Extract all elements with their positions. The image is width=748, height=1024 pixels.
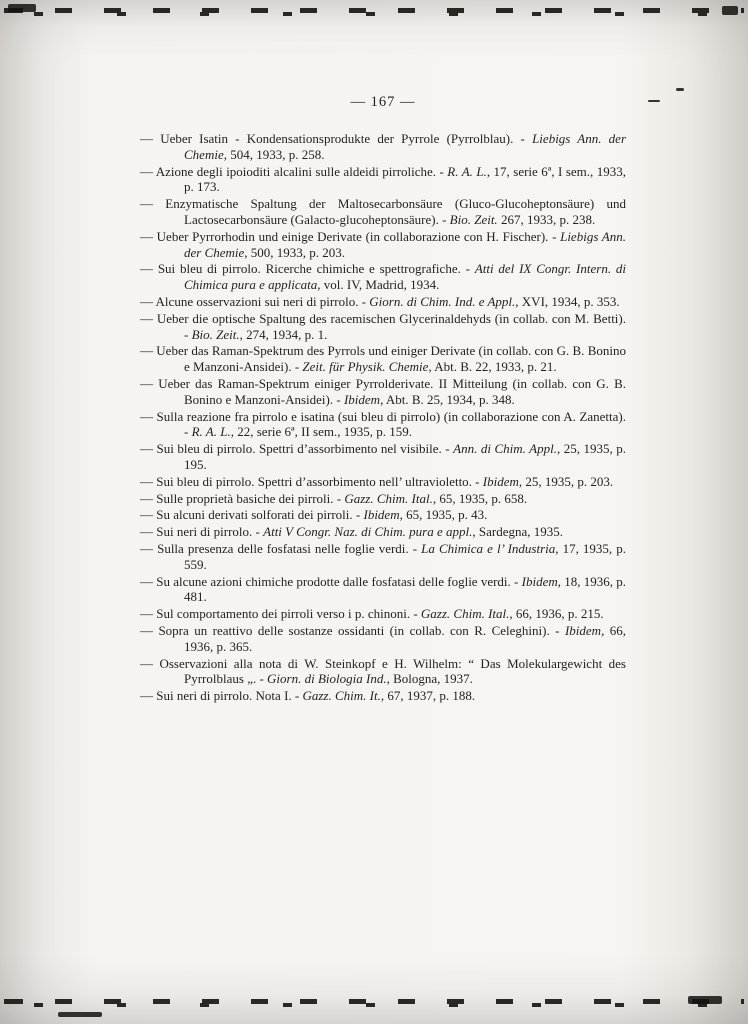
entry-text: Sulle proprietà basiche dei pirroli. - bbox=[156, 490, 345, 506]
entry-text: Ueber das Raman-Spektrum einiger Pyrrolderivate. II Mitteilung (in collab. con G. B. Bonino e Manzoni-Ansidei). - bbox=[158, 375, 627, 407]
entry-text: , 17, 1935, p. 559. bbox=[184, 540, 627, 572]
journal-title: R. A. L. bbox=[191, 424, 231, 440]
journal-title: R. A. L. bbox=[447, 163, 487, 179]
journal-title: Gazz. Chim. Ital. bbox=[344, 490, 433, 506]
bibliography-entry bbox=[140, 376, 626, 408]
bibliography-entry bbox=[140, 623, 626, 655]
entry-dash: — bbox=[140, 507, 157, 523]
entry-text: , Bologna, 1937. bbox=[386, 671, 473, 687]
scan-artifact bbox=[676, 88, 684, 91]
scan-artifact bbox=[722, 6, 738, 15]
entry-text: , Abt. B. 25, 1934, p. 348. bbox=[380, 391, 515, 407]
entry-dash: — bbox=[140, 163, 156, 179]
journal-title: Ibidem bbox=[343, 391, 381, 407]
entry-text: Su alcuni derivati solforati dei pirroli. - bbox=[156, 507, 364, 523]
entry-text: , 18, 1936, p. 481. bbox=[184, 573, 627, 605]
entry-text: Sul comportamento dei pirroli verso i p. chinoni. - bbox=[156, 606, 421, 622]
entry-text: , XVI, 1934, p. 353. bbox=[515, 293, 620, 309]
entry-text: , 504, 1933, p. 258. bbox=[223, 146, 325, 162]
bibliography-entry bbox=[140, 574, 626, 606]
entry-dash: — bbox=[140, 408, 157, 424]
bibliography-entry bbox=[140, 409, 626, 441]
entry-text: Osservazioni alla nota di W. Steinkopf e H. Wilhelm: “ Das Molekulargewicht des Pyrrolblaus „. - bbox=[159, 655, 626, 687]
bibliography-entry bbox=[140, 656, 626, 688]
journal-title: Ibidem bbox=[521, 573, 558, 589]
entry-text: , 67, 1937, p. 188. bbox=[380, 688, 476, 704]
bibliography-entry bbox=[140, 131, 626, 163]
entry-text: Sulla reazione fra pirrolo e isatina (sui bleu di pirrolo) (in collaborazione con A. Zanetta). - bbox=[156, 408, 627, 440]
entry-dash: — bbox=[140, 490, 157, 506]
bibliography-entry bbox=[140, 261, 626, 293]
entry-text: Ueber Isatin - Kondensationsprodukte der Pyrrole (Pyrrolblau). - bbox=[160, 131, 533, 146]
scan-artifact bbox=[648, 100, 660, 102]
bibliography-entry bbox=[140, 311, 626, 343]
bibliography-entry bbox=[140, 606, 626, 622]
page-content bbox=[140, 94, 626, 705]
entry-text: Ueber die optische Spaltung des racemischen Glycerinaldehyds (in collab. con M. Betti). - bbox=[156, 310, 626, 342]
bibliography-entry bbox=[140, 491, 626, 507]
journal-title: Liebigs Ann. der Chemie bbox=[184, 131, 627, 162]
entry-text: , 65, 1935, p. 43. bbox=[399, 507, 488, 523]
scan-artifact bbox=[688, 996, 722, 1004]
bibliography-list bbox=[140, 131, 626, 704]
entry-text: Enzymatische Spaltung der Maltosecarbonsäure (Gluco-Glucoheptonsäure) und Lactosecarbonsäure (Galacto-glucoheptonsäure). - bbox=[165, 196, 626, 227]
journal-title: Ibidem bbox=[363, 507, 400, 523]
entry-text: , 65, 1935, p. 658. bbox=[432, 490, 528, 506]
bibliography-entry bbox=[140, 229, 626, 261]
journal-title: Gazz. Chim. It. bbox=[302, 688, 381, 704]
page-number: — 167 — bbox=[350, 94, 416, 110]
journal-title: Bio. Zeit. bbox=[191, 326, 240, 342]
entry-text: , Sardegna, 1935. bbox=[472, 524, 563, 540]
entry-dash: — bbox=[140, 688, 157, 704]
entry-text: Sui bleu di pirrolo. Ricerche chimiche e spettrografiche. - bbox=[157, 261, 475, 277]
entry-text: 267, 1933, p. 238. bbox=[497, 211, 596, 227]
journal-title: Gazz. Chim. Ital. bbox=[420, 606, 510, 622]
journal-title: Giorn. di Biologia Ind. bbox=[267, 671, 387, 687]
entry-dash: — bbox=[140, 441, 157, 457]
bibliography-entry bbox=[140, 164, 626, 196]
bibliography-entry bbox=[140, 507, 626, 523]
journal-title: Ann. di Chim. Appl. bbox=[453, 441, 557, 457]
entry-text: Ueber das Raman-Spektrum des Pyrrols und einiger Derivate (in collab. con G. B. Bonino e Manzoni-Ansidei). - bbox=[156, 343, 626, 375]
journal-title: La Chimica e l’ Industria bbox=[421, 540, 556, 556]
entry-text: Sopra un reattivo delle sostanze ossidanti (in collab. con R. Celeghini). - bbox=[158, 622, 565, 638]
entry-dash: — bbox=[140, 622, 159, 638]
entry-dash: — bbox=[140, 655, 160, 671]
entry-text: Azione degli ipoioditi alcalini sulle aldeidi pirroliche. - bbox=[155, 163, 448, 179]
entry-text: Sulla presenza delle fosfatasi nelle foglie verdi. - bbox=[157, 540, 422, 556]
bibliography-entry bbox=[140, 688, 626, 704]
journal-title: Atti del IX Congr. Intern. di Chimica pura e applicata bbox=[184, 261, 627, 293]
entry-dash: — bbox=[140, 473, 157, 489]
journal-title: Atti V Congr. Naz. di Chim. pura e appl. bbox=[263, 524, 473, 540]
scan-artifact bbox=[58, 1012, 102, 1017]
entry-dash: — bbox=[140, 261, 158, 277]
entry-dash: — bbox=[140, 293, 156, 309]
entry-text: , vol. IV, Madrid, 1934. bbox=[317, 277, 440, 293]
entry-dash: — bbox=[140, 540, 158, 556]
entry-text: , 274, 1934, p. 1. bbox=[239, 326, 328, 342]
film-perforations-top-icon bbox=[4, 7, 744, 17]
entry-text: Sui neri di pirrolo. Nota I. - bbox=[156, 688, 303, 704]
film-perforations-bottom-icon bbox=[4, 998, 744, 1008]
journal-title: Liebigs Ann. der Chemie bbox=[184, 228, 626, 260]
bibliography-entry bbox=[140, 196, 626, 228]
journal-title: Ibidem bbox=[564, 622, 602, 638]
entry-dash: — bbox=[140, 573, 157, 589]
entry-dash: — bbox=[140, 375, 159, 391]
journal-title: Giorn. di Chim. Ind. e Appl. bbox=[369, 293, 516, 309]
bibliography-entry bbox=[140, 294, 626, 310]
entry-text: Sui bleu di pirrolo. Spettri d’assorbimento nell’ ultravioletto. - bbox=[156, 473, 483, 489]
entry-dash: — bbox=[140, 131, 161, 146]
bibliography-entry bbox=[140, 441, 626, 473]
entry-text: Su alcune azioni chimiche prodotte dalle fosfatasi delle foglie verdi. - bbox=[156, 573, 522, 589]
entry-text: , 66, 1936, p. 365. bbox=[184, 622, 627, 654]
entry-dash: — bbox=[140, 228, 157, 244]
entry-text: , 500, 1933, p. 203. bbox=[244, 244, 346, 260]
scan-artifact bbox=[8, 4, 36, 12]
entry-text: , Abt. B. 22, 1933, p. 21. bbox=[428, 359, 557, 375]
entry-text: Sui bleu di pirrolo. Spettri d’assorbimento nel visibile. - bbox=[156, 441, 454, 457]
entry-dash: — bbox=[140, 310, 157, 326]
bibliography-entry bbox=[140, 343, 626, 375]
entry-text: Sui neri di pirrolo. - bbox=[156, 524, 264, 540]
journal-title: Ibidem bbox=[482, 473, 519, 489]
entry-dash: — bbox=[140, 606, 157, 622]
entry-text: , 22, serie 6ª, II sem., 1935, p. 159. bbox=[230, 424, 412, 440]
bibliography-entry bbox=[140, 541, 626, 573]
entry-text: Alcune osservazioni sui neri di pirrolo. - bbox=[155, 293, 370, 309]
entry-text: , 25, 1935, p. 195. bbox=[184, 441, 627, 472]
entry-text: , 25, 1935, p. 203. bbox=[518, 473, 614, 489]
entry-dash: — bbox=[140, 196, 166, 212]
entry-text: , 17, serie 6ª, I sem., 1933, p. 173. bbox=[184, 163, 626, 195]
entry-text: , 66, 1936, p. 215. bbox=[509, 606, 604, 622]
entry-dash: — bbox=[140, 343, 157, 359]
journal-title: Bio. Zeit. bbox=[449, 211, 498, 227]
entry-dash: — bbox=[140, 524, 157, 540]
journal-title: Zeit. für Physik. Chemie bbox=[302, 359, 429, 375]
bibliography-entry bbox=[140, 474, 626, 490]
entry-text: Ueber Pyrrorhodin und einige Derivate (in collaborazione con H. Fischer). - bbox=[156, 228, 561, 244]
bibliography-entry bbox=[140, 524, 626, 540]
